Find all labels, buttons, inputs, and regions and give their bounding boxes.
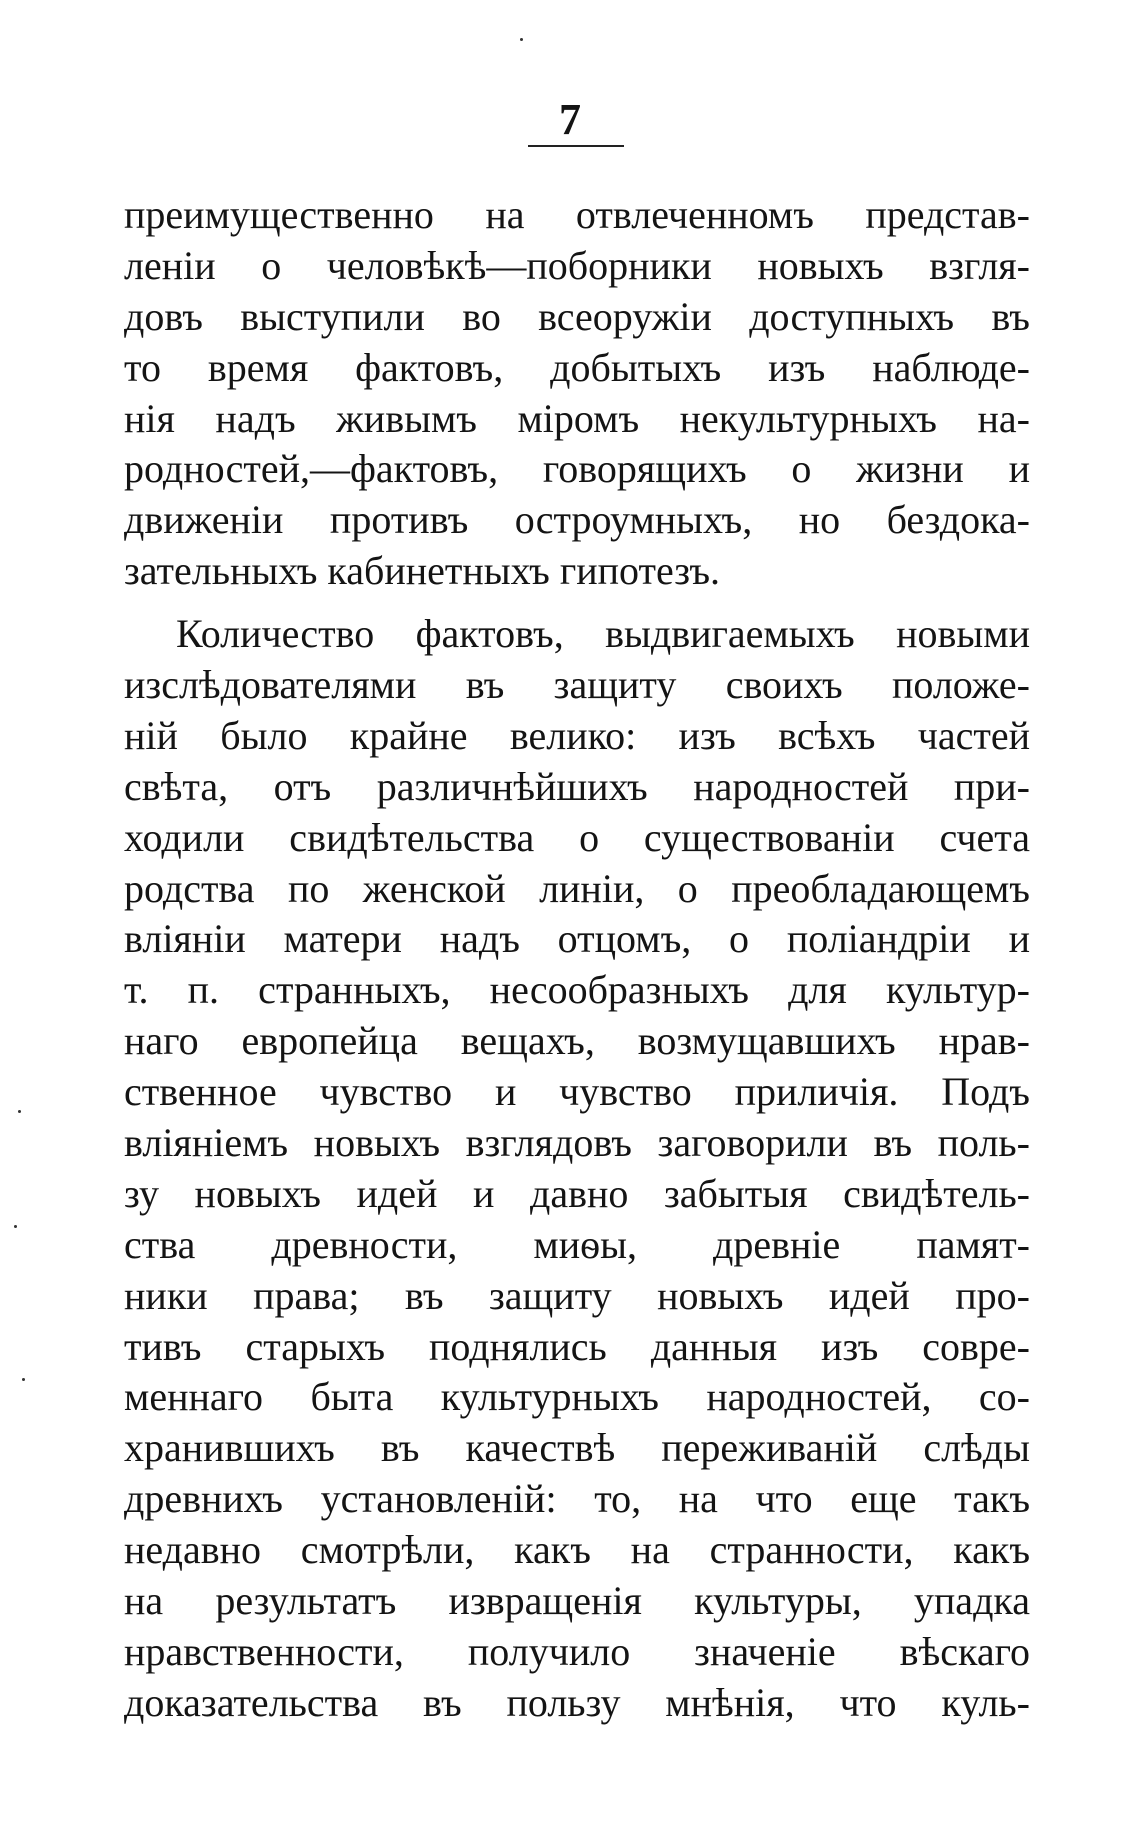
paragraph-1 xyxy=(124,190,1030,597)
page-number-rule xyxy=(528,145,624,147)
text-line: ходили свидѣтельства о существованіи счета xyxy=(124,814,1030,860)
text-line: на результатъ извращенія культуры, упадка xyxy=(124,1578,1030,1624)
paragraph-gap xyxy=(124,597,1030,609)
text-line: ники права; въ защиту новыхъ идей про- xyxy=(124,1272,1030,1318)
text-line: вліяніемъ новыхъ взглядовъ заговорили въ поль- xyxy=(124,1120,1030,1166)
text-line: нія надъ живымъ міромъ некультурныхъ на- xyxy=(124,395,1030,441)
scan-speck xyxy=(18,1110,21,1113)
text-line: тивъ старыхъ поднялись данныя изъ совре- xyxy=(124,1323,1030,1369)
text-line: хранившихъ въ качествѣ переживаній слѣды xyxy=(124,1425,1030,1471)
text-line: довъ выступили во всеоружіи доступныхъ въ xyxy=(124,293,1030,339)
scan-speck xyxy=(520,38,523,41)
text-line: т. п. странныхъ, несообразныхъ для культур- xyxy=(124,967,1030,1013)
text-line: преимущественно на отвлеченномъ представ- xyxy=(124,192,1030,237)
text-line: родства по женской линіи, о преобладающемъ xyxy=(124,865,1030,911)
page-number: 7 xyxy=(559,95,581,144)
text-line: родностей,—фактовъ, говорящихъ о жизни и xyxy=(124,446,1030,492)
text-line: недавно смотрѣли, какъ на странности, какъ xyxy=(124,1527,1030,1573)
text-line: Количество фактовъ, выдвигаемыхъ новыми xyxy=(176,611,1030,657)
text-line: ственное чувство и чувство приличія. Подъ xyxy=(124,1069,1030,1115)
text-line: зу новыхъ идей и давно забытыя свидѣтель- xyxy=(124,1170,1030,1216)
scan-speck xyxy=(22,1378,25,1381)
text-line: леніи о человѣкѣ—поборники новыхъ взгля- xyxy=(124,242,1030,288)
paragraph-2 xyxy=(124,609,1030,1729)
text-line: движеніи противъ остроумныхъ, но бездока- xyxy=(124,497,1030,543)
page-body xyxy=(124,190,1030,1729)
text-line: доказательства въ пользу мнѣнія, что куль- xyxy=(124,1679,1030,1725)
text-line: наго европейца вещахъ, возмущавшихъ нрав- xyxy=(124,1018,1030,1064)
text-line: вліяніи матери надъ отцомъ, о поліандріи и xyxy=(124,916,1030,962)
text-line: древнихъ установленій: то, на что еще такъ xyxy=(124,1476,1030,1522)
text-line: то время фактовъ, добытыхъ изъ наблюде- xyxy=(124,344,1030,390)
text-line: нравственности, получило значеніе вѣскаго xyxy=(124,1628,1030,1674)
scan-speck xyxy=(14,1225,17,1228)
text-line: ства древности, миѳы, древніе памят- xyxy=(124,1221,1030,1267)
text-line: свѣта, отъ различнѣйшихъ народностей при- xyxy=(124,763,1030,809)
text-line: ній было крайне велико: изъ всѣхъ частей xyxy=(124,712,1030,758)
text-line: меннаго быта культурныхъ народностей, со- xyxy=(124,1374,1030,1420)
text-line: зательныхъ кабинетныхъ гипотезъ. xyxy=(124,548,721,594)
text-line: изслѣдователями въ защиту своихъ положе- xyxy=(124,662,1030,708)
